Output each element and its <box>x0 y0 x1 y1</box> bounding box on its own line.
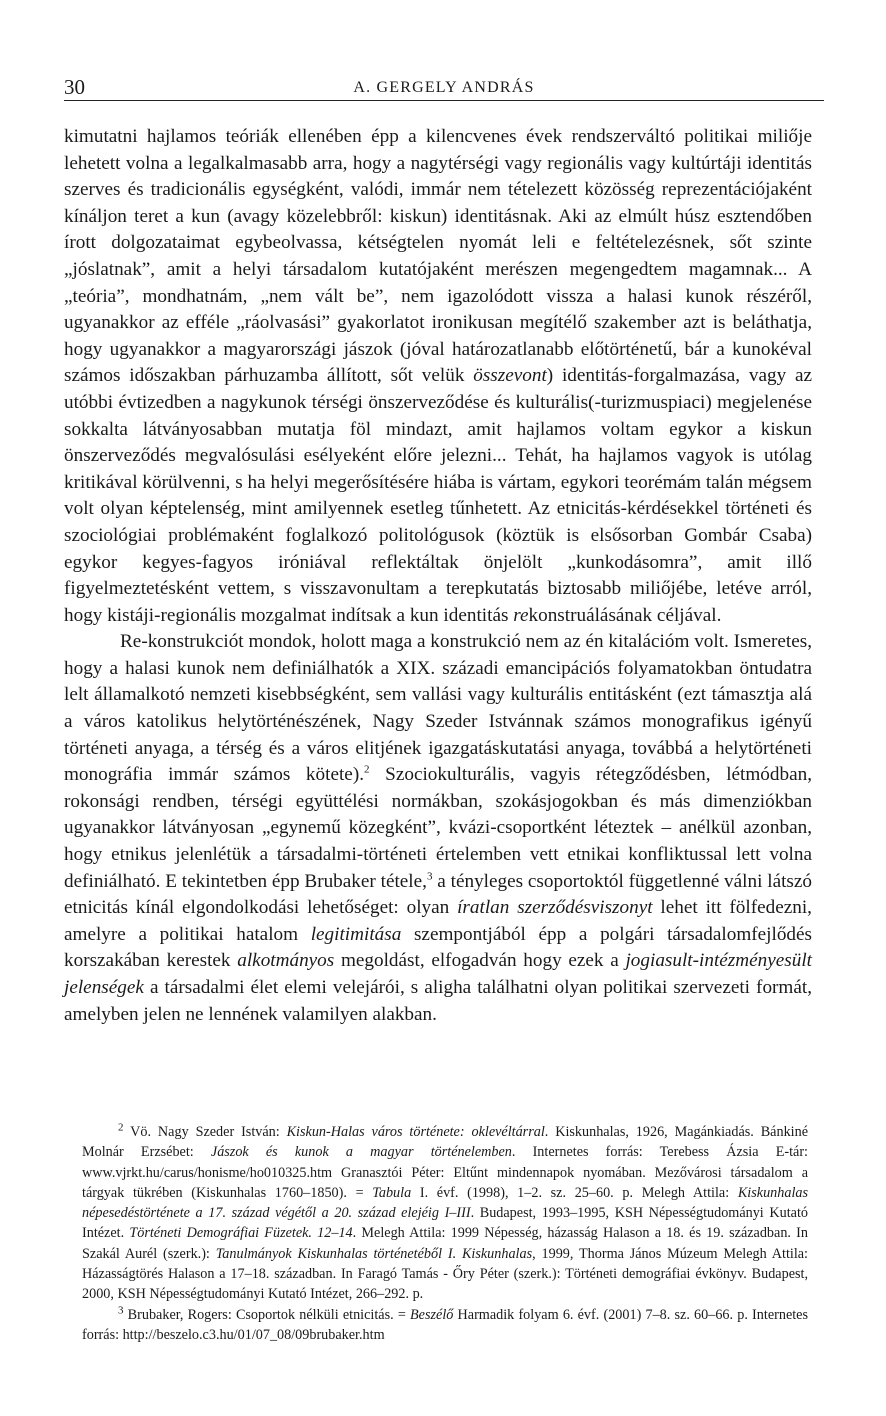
emphasis: alkotmányos <box>237 950 335 972</box>
emphasis: legitimitása <box>310 923 402 945</box>
footnote-ref-2[interactable]: 2 <box>364 763 370 776</box>
emphasis: re <box>513 604 529 626</box>
page-header <box>64 76 824 101</box>
emphasis: összevont <box>473 365 547 387</box>
footnote-3: $^3$ Brubaker, Rogers: Csoportok nélküli etnicitás. = Beszélő Harmadik folyam 6. évf. (2001) 7–8. sz. 60–66. p. Internetes forrás: http://beszelo.c3.hu/01/07_08/09brubaker.htm <box>82 1303 808 1343</box>
body-text <box>64 124 812 1028</box>
running-head: A. GERGELY ANDRÁS <box>353 79 535 96</box>
footnote-mark: 3 <box>118 1303 124 1316</box>
paragraph-1: kimutatni hajlamos teóriák ellenében épp a kilencvenes évek rendszerváltó politikai miliője lehetett volna a legalkalmasabb arra, hogy a nagytérségi vagy regionális vagy kultúrtáji identitás szerves és tradicionális egységként, valódi, immár nem tételezett közösség reprezentációjaként kínáljon teret a kun (avagy közelebbről: kiskun) identitásnak. Aki az elmúlt húsz esztendőben írott dolgozataimat egybeolvassa, kétségtelen nyomát leli e feltételezésnek, sőt szinte „jóslatnak”, amit a helyi társadalom kutatójaként merészen megengedtem magamnak... A „teória”, mondhatnám, „nem vált be”, nem igazolódott vissza a halasi kunok részéről, ugyanakkor az efféle „ráolvasási” gyakorlatot ironikusan megítélő szakember azt is beláthatja, hogy ugyanakkor a magyarországi jászok (jóval határozatlanabb előtörténetű, bár a kunokéval számos időszakban párhuzamba állított, sőt velük összevont) identitás-forgalmazása, vagy az utóbbi évtizedben a nagykunok térségi önszerveződése és kulturális(-turizmuspiaci) megjelenése sokkalta látványosabban mutatja föl mindazt, amit hajlamos voltam egykor a kiskun önszerveződés megvalósulási esélyeként előre jelezni... Tehát, ha hajlamos vagyok is utólag kritikával körülvenni, s ha helyi megerősítésére hiába is vártam, egykori teorémám talán mégsem volt olyan képtelenség, mint amilyennek esetleg tűnhetett. Az etnicitás-kérdésekkel történeti és szociológiai problémaként foglalkozó politológusok (köztük is elsősorban Gombár Csaba) egykor kegyes-fagyos iróniával reflektáltak önjelölt „kunkodásomra”, amit illő figyelmeztetésként vettem, s visszavonultam a terepkutatás biztosabb miliőjébe, letéve arról, hogy kistáji-regionális mozgalmat indítsak a kun identitás rekonstruálásának céljával. <box>64 126 813 626</box>
paragraph-2: Re-konstrukciót mondok, holott maga a konstrukció nem az én kitalációm volt. Ismeretes, hogy a halasi kunok nem definiálhatók a XIX. századi emancipációs folyamatokban öntudatra lelt államalkotó nemzeti kisebbségként, sem vallási vagy kulturális entitásként (ezt támasztja alá a város katolikus helytörténészének, Nagy Szeder Istvánnak számos monografikus igényű történeti anyaga, a térség és a város elitjének igazgatáskutatási anyaga, továbbá a helytörténeti monográfia immár számos kötete).$^2$ Szociokulturális, vagyis rétegződésben, létmódban, rokonsági rendben, térségi együttélési normákban, szokásjogokban és más dimenziókban ugyanakkor látványosan „egynemű közegként”, kvázi-csoportként léteztek – anélkül azonban, hogy etnikus jelenlétük a társadalmi-történeti értelemben vett etnikai konfliktussal lett volna definiálható. E tekintetben épp Brubaker tétele,$^3$ a tényleges csoportoktól függetlenné válni látszó etnicitás kínál elgondolkodási lehetőséget: olyan íratlan szerződésviszonyt lehet itt fölfedezni, amelyre a politikai hatalom legitimitása szempontjából épp a polgári társadalomfejlődés korszakában kerestek alkotmányos megoldást, elfogadván hogy ezek a jogiasult-intézményesült jelenségek a társadalmi élet elemi velejárói, s aligha találhatni olyan politikai szervezeti formát, amelyben jelen ne lennének valamilyen alakban. <box>64 631 813 1025</box>
footnote-mark: 2 <box>118 1121 124 1134</box>
footnotes <box>82 1122 808 1345</box>
footnote-2: $^2$ Vö. Nagy Szeder István: Kiskun-Halas város története: oklevéltárral. Kiskunhalas, 1926, Magánkiadás. Bánkiné Molnár Erzsébet: Jászok és kunok a magyar történelemben. Internetes forrás: Terebess Ázsia E-tár: www.vjrkt.hu/carus/honisme/ho010325.htm Granasztói Péter: Eltűnt mindennapok nyomában. Mezővárosi társadalom a tárgyak tükrében (Kiskunhalas 1760–1850). = Tabula I. évf. (1998), 1–2. sz. 25–60. p. Melegh Attila: Kiskunhalas népesedéstörténete a 17. század végétől a 20. század elejéig I–III. Budapest, 1993–1995, KSH Népességtudományi Kutató Intézet. Történeti Demográfiai Füzetek. 12–14. Melegh Attila: 1999 Népesség, házasság Halason a 18. és 19. században. In Szakál Aurél (szerk.): Tanulmányok Kiskunhalas történetéből I. Kiskunhalas, 1999, Thorma János Múzeum Melegh Attila: Házasságtörés Halason a 17–18. században. In Faragó Tamás - Őry Péter (szerk.): Történeti demográfiai évkönyv. Budapest, 2000, KSH Népességtudományi Kutató Intézet, 266–292. p. <box>82 1121 809 1303</box>
footnote-ref-3[interactable]: 3 <box>426 870 433 883</box>
page-number: 30 <box>64 75 85 99</box>
emphasis: jogiasult-intézményesült jelenségek <box>64 950 812 998</box>
emphasis: íratlan szerződésviszonyt <box>457 897 653 919</box>
